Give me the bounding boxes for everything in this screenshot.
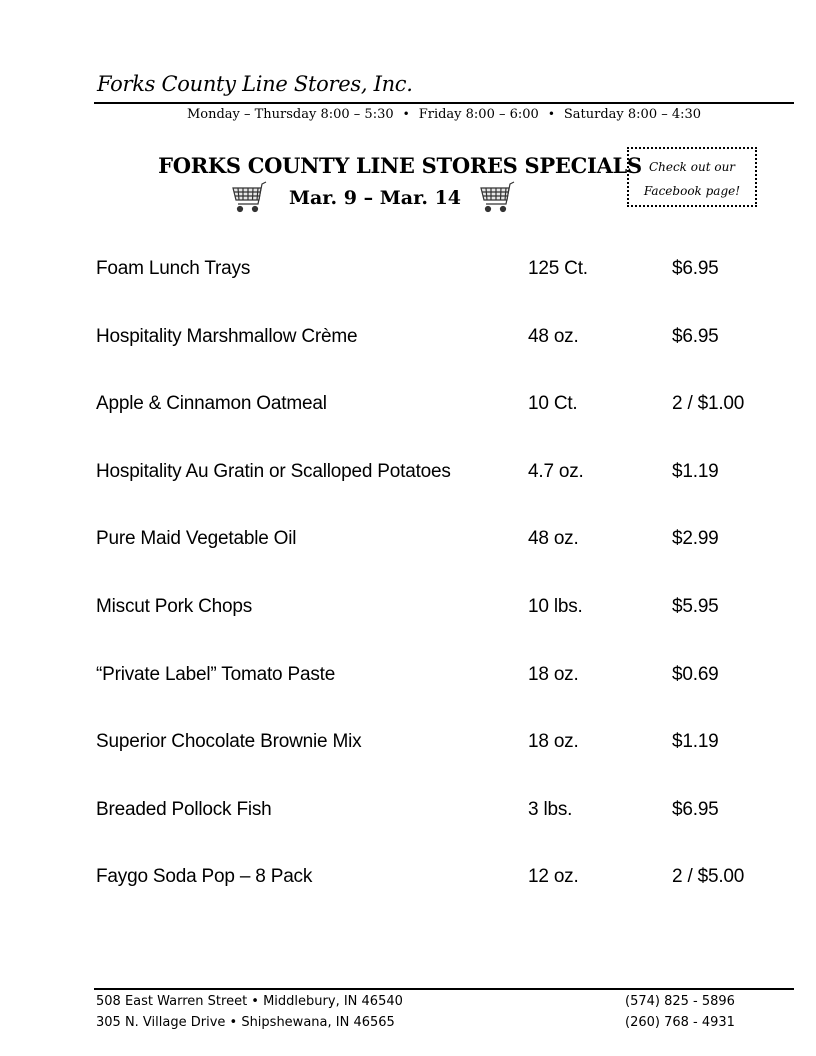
item-price: $6.95: [672, 798, 719, 820]
footer-addresses: [96, 991, 403, 1033]
item-size: 10 lbs.: [528, 595, 583, 617]
store-hours: [94, 107, 794, 122]
item-name: Faygo Soda Pop – 8 Pack: [96, 866, 313, 888]
item-price: $5.95: [672, 595, 719, 617]
item-name: Apple & Cinnamon Oatmeal: [96, 393, 327, 415]
item-size: 12 oz.: [528, 866, 579, 888]
phone-shipshewana: (260) 768 - 4931: [625, 1015, 735, 1030]
item-price: $0.69: [672, 663, 719, 685]
item-name: Miscut Pork Chops: [96, 595, 253, 617]
phone-middlebury: (574) 825 - 5896: [625, 994, 735, 1009]
address-middlebury: 508 East Warren Street • Middlebury, IN 46540: [96, 994, 403, 1009]
specials-list: [96, 258, 796, 934]
specials-title: FORKS COUNTY LINE STORES SPECIALS: [158, 153, 642, 178]
hours-weekdays: Monday – Thursday 8:00 – 5:30: [186, 107, 394, 122]
list-item: [96, 393, 796, 461]
header-divider: [94, 102, 794, 104]
item-name: “Private Label” Tomato Paste: [96, 663, 336, 685]
specials-dates: Mar. 9 – Mar. 14: [288, 187, 462, 209]
hours-separator: •: [547, 107, 555, 121]
item-size: 4.7 oz.: [528, 460, 584, 482]
footer-divider: [94, 988, 794, 990]
list-item: [96, 731, 796, 799]
list-item: [96, 326, 796, 394]
item-name: Foam Lunch Trays: [96, 258, 251, 279]
item-price: $1.19: [672, 731, 719, 753]
shopping-cart-icon: [478, 180, 518, 216]
list-item: [96, 866, 796, 934]
shopping-cart-icon: [230, 180, 270, 216]
item-price: $6.95: [672, 325, 719, 347]
item-size: 10 Ct.: [528, 393, 578, 415]
item-price: 2 / $5.00: [672, 866, 745, 888]
item-price: 2 / $1.00: [672, 393, 745, 415]
facebook-callout: [627, 147, 757, 207]
item-size: 18 oz.: [528, 731, 579, 753]
facebook-callout-line2: Facebook page!: [643, 184, 741, 198]
item-size: 48 oz.: [528, 325, 579, 347]
address-shipshewana: 305 N. Village Drive • Shipshewana, IN 46565: [96, 1015, 395, 1030]
item-price: $6.95: [672, 258, 719, 279]
hours-saturday: Saturday 8:00 – 4:30: [563, 107, 702, 122]
list-item: [96, 528, 796, 596]
item-price: $2.99: [672, 528, 719, 550]
list-item: [96, 461, 796, 529]
item-size: 3 lbs.: [528, 798, 573, 820]
item-name: Breaded Pollock Fish: [96, 798, 272, 820]
item-name: Superior Chocolate Brownie Mix: [96, 731, 362, 753]
item-name: Pure Maid Vegetable Oil: [96, 528, 297, 550]
company-name: Forks County Line Stores, Inc.: [97, 72, 413, 96]
item-size: 18 oz.: [528, 663, 579, 685]
item-name: Hospitality Au Gratin or Scalloped Potatoes: [96, 460, 451, 482]
list-item: [96, 596, 796, 664]
hours-friday: Friday 8:00 – 6:00: [418, 107, 539, 122]
item-size: 48 oz.: [528, 528, 579, 550]
list-item: [96, 664, 796, 732]
item-size: 125 Ct.: [528, 258, 588, 279]
footer-phones: [625, 991, 735, 1033]
facebook-callout-line1: Check out our: [648, 160, 736, 174]
list-item: [96, 258, 796, 326]
list-item: [96, 799, 796, 867]
item-name: Hospitality Marshmallow Crème: [96, 325, 358, 347]
hours-separator: •: [402, 107, 410, 121]
item-price: $1.19: [672, 460, 719, 482]
